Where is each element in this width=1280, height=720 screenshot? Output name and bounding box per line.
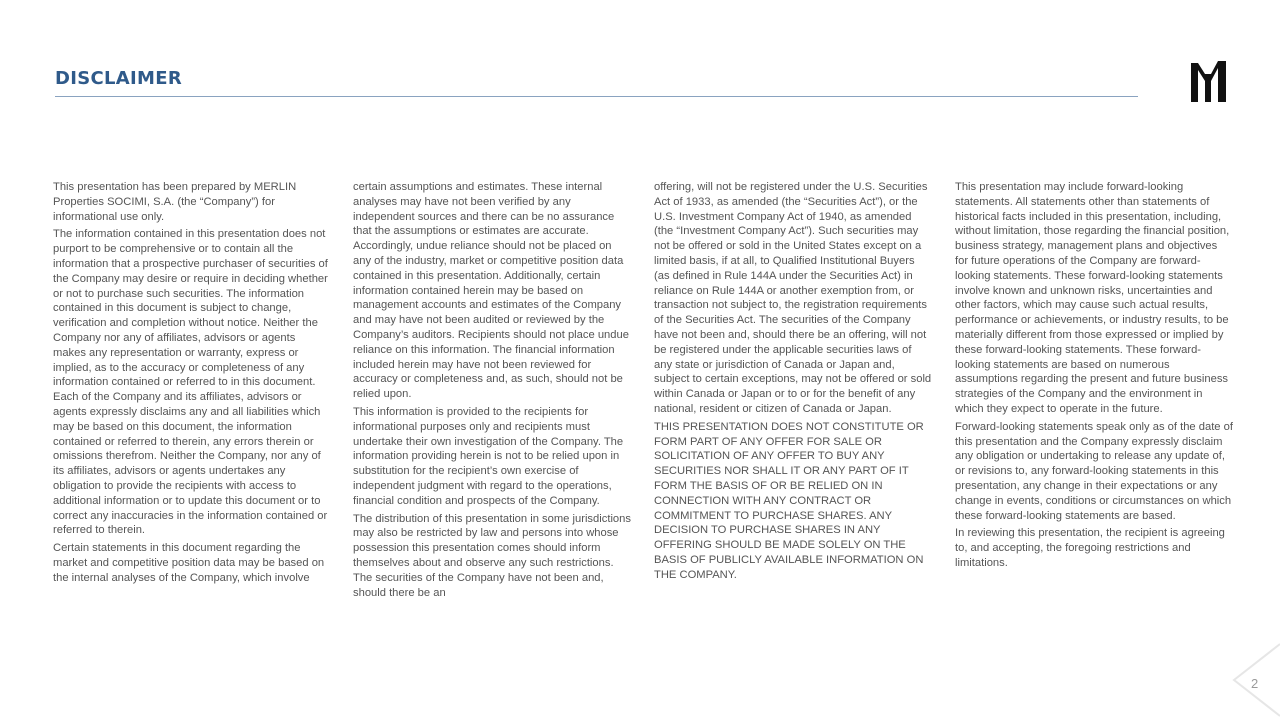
merlin-logo-icon <box>1191 61 1226 102</box>
disclaimer-paragraph: offering, will not be registered under the U.S. Securities Act of 1933, as amended (the “Securities Act”), or the U.S. Investment Company Act of 1940, as amended (the “Investment Company Act”). Such securities may not be offered or sold in the United States except on a limited basis, if at all, to Qualified Institutional Buyers (as defined in Rule 144A under the Securities Act) in reliance on Rule 144A or another exemption from, or transaction not subject to, the registration requirements of the Securities Act. The securities of the Company have not been and, should there be an offering, will not be registered under the applicable securities laws of any state or jurisdiction of Canada or Japan and, subject to certain exceptions, may not be offered or sold within Canada or Japan or to or for the benefit of any national, resident or citizen of Canada or Japan. <box>654 181 932 415</box>
disclaimer-paragraph: This information is provided to the recipients for informational purposes only and recipients must undertake their own investigation of the Company. The information providing herein is not to be relied upon in substitution for the recipient’s own exercise of independent judgment with regard to the operations, financial condition and prospects of the Company. <box>353 405 624 507</box>
logo-slant-left <box>1198 63 1205 81</box>
page-title: DISCLAIMER <box>55 68 182 89</box>
disclaimer-paragraph: certain assumptions and estimates. These internal analyses may have not been verified by any independent sources and there can be no assurance that the assumptions or estimates are accurate. Accordingly, undue reliance should not be placed on any of the industry, market or competitive position data contained in this presentation. Additionally, certain information contained herein may be based on management accounts and estimates of the Company and may have not been audited or reviewed by the Company’s auditors. Recipients should not place undue reliance on this information. The financial information included herein may have not been reviewed for accuracy or completeness and, as such, should not be relied upon. <box>353 181 629 401</box>
disclaimer-column-1 <box>53 180 331 589</box>
logo-bar-right <box>1218 61 1226 102</box>
logo-bar-left <box>1191 63 1198 102</box>
logo-bar-middle <box>1205 74 1211 102</box>
disclaimer-columns <box>53 180 1233 680</box>
page-number: 2 <box>1251 676 1259 691</box>
disclaimer-paragraph: Forward-looking statements speak only as of the date of this presentation and the Company expressly disclaim any obligation or undertaking to release any update of, or revisions to, any forward-looking statements in this presentation, any change in their expectations or any change in events, conditions or circumstances on which these forward-looking statements are based. <box>955 420 1233 522</box>
disclaimer-paragraph: This presentation may include forward-looking statements. All statements other than statements of historical facts included in this presentation, including, without limitation, those regarding the financial position, business strategy, management plans and objectives for future operations of the Company are forward-looking statements. These forward-looking statements involve known and unknown risks, uncertainties and other factors, which may cause such actual results, performance or achievements, or industry results, to be materially different from those expressed or implied by these forward-looking statements. These forward-looking statements are based on numerous assumptions regarding the present and future business strategies of the Company and the environment in which they expect to operate in the future. <box>955 181 1230 415</box>
disclaimer-column-2 <box>353 180 631 603</box>
disclaimer-column-4 <box>955 180 1233 574</box>
disclaimer-column-3 <box>654 180 932 586</box>
disclaimer-paragraph: This presentation has been prepared by MERLIN Properties SOCIMI, S.A. (the “Company”) for informational use only. <box>53 181 297 223</box>
disclaimer-paragraph: The information contained in this presentation does not purport to be comprehensive or to contain all the information that a prospective purchaser of securities of the Company may desire or require in deciding whether or not to purchase such securities. The information contained in this document is subject to change, verification and completion without notice. Neither the Company nor any of affiliates, advisors or agents makes any representation or warranty, express or implied, as to the accuracy or completeness of any information contained or referred to in this document. Each of the Company and its affiliates, advisors or agents expressly disclaims any and all liabilities which may be based on this document, the information contained or referred to therein, any errors therein or omissions therefrom. Neither the Company, nor any of its affiliates, advisors or agents undertakes any obligation to provide the recipients with access to additional information or to update this document or to correct any inaccuracies in the information contained or referred to therein. <box>53 228 328 537</box>
logo-slant-right <box>1211 61 1218 81</box>
disclaimer-paragraph: THIS PRESENTATION DOES NOT CONSTITUTE OR FORM PART OF ANY OFFER FOR SALE OR SOLICITATION OF ANY OFFER TO BUY ANY SECURITIES NOR SHALL IT OR ANY PART OF IT FORM THE BASIS OF OR BE RELIED ON IN CONNECTION WITH ANY CONTRACT OR COMMITMENT TO PURCHASE SHARES. ANY DECISION TO PURCHASE SHARES IN ANY OFFERING SHOULD BE MADE SOLELY ON THE BASIS OF PUBLICLY AVAILABLE INFORMATION ON THE COMPANY. <box>654 420 924 581</box>
title-divider <box>55 96 1138 97</box>
disclaimer-paragraph: The distribution of this presentation in some jurisdictions may also be restricted by law and persons into whose possession this presentation comes should inform themselves about and observe any such restrictions. The securities of the Company have not been and, should there be an <box>353 512 631 599</box>
disclaimer-paragraph: Certain statements in this document regarding the market and competitive position data may be based on the internal analyses of the Company, which involve <box>53 542 325 584</box>
disclaimer-paragraph: In reviewing this presentation, the recipient is agreeing to, and accepting, the foregoing restrictions and limitations. <box>955 527 1225 569</box>
